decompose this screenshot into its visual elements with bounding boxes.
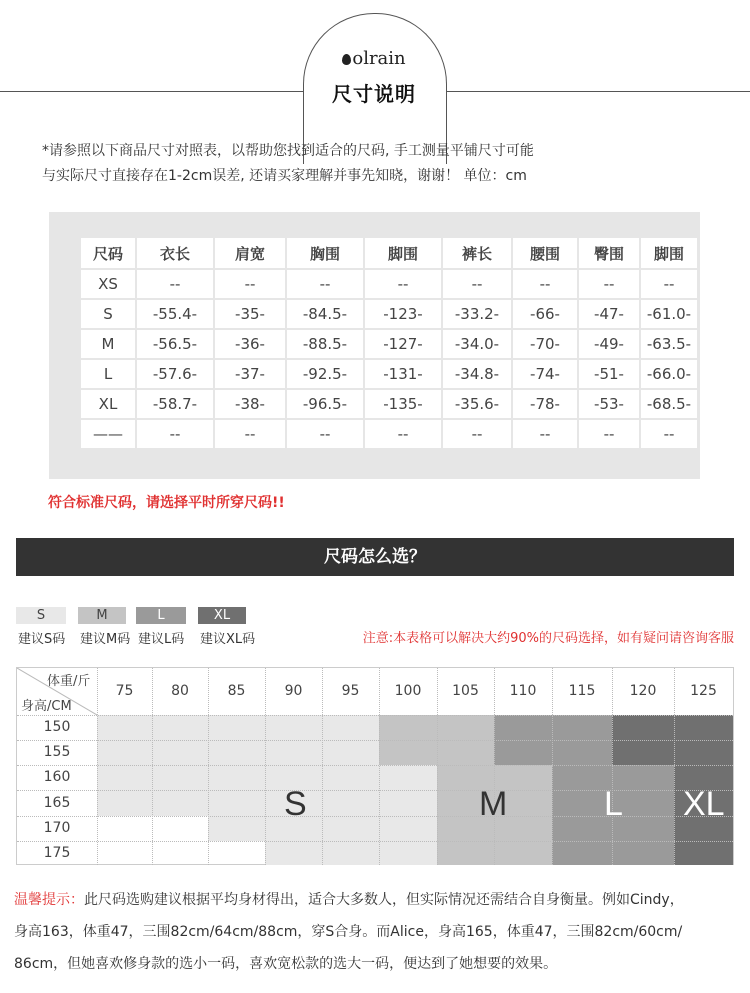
weight-label: 120 [629, 683, 657, 699]
brand-logo [303, 48, 445, 69]
table-cell: -55.4- [137, 300, 213, 328]
chart-cell-s [379, 765, 437, 790]
table-cell: -- [215, 270, 285, 298]
height-axis-label: 身高/CM [21, 699, 72, 714]
table-cell: -- [365, 270, 441, 298]
table-header-cell: 裤长 [443, 238, 511, 268]
table-cell: -- [137, 420, 213, 448]
chart-cell-s [265, 841, 322, 865]
header-rule-left [0, 91, 304, 92]
height-label: 150 [43, 719, 71, 735]
grid-row-line [17, 740, 733, 741]
size-code-cell: XS [81, 270, 135, 298]
weight-label: 75 [115, 683, 134, 699]
legend-swatch-xl: XL [198, 607, 246, 624]
size-code-cell: —— [81, 420, 135, 448]
table-cell: -35- [215, 300, 285, 328]
table-cell: -- [579, 270, 639, 298]
table-cell: -56.5- [137, 330, 213, 358]
chart-size-label-s: S [284, 785, 307, 823]
table-cell: -74- [513, 360, 577, 388]
table-row [81, 270, 697, 298]
chart-cell-l [552, 740, 612, 765]
table-cell: -- [365, 420, 441, 448]
brand-text: olrain [352, 48, 406, 69]
table-cell: -61.0- [641, 300, 697, 328]
table-cell: -84.5- [287, 300, 363, 328]
table-cell: -- [443, 270, 511, 298]
table-cell: -92.5- [287, 360, 363, 388]
legend-label-l: 建议L码 [138, 632, 185, 647]
table-cell: -66.0- [641, 360, 697, 388]
table-cell: -- [513, 420, 577, 448]
table-cell: -- [287, 420, 363, 448]
tip-line-3: 86cm，但她喜欢修身款的选小一码，喜欢宽松款的选大一码，便达到了她想要的效果。 [14, 956, 558, 972]
chart-cell-m [437, 740, 494, 765]
table-cell: -127- [365, 330, 441, 358]
table-header-cell: 脚围 [365, 238, 441, 268]
weight-label: 85 [227, 683, 246, 699]
tip-line-1: 此尺码选购建议根据平均身材得出，适合大多数人，但实际情况还需结合自身衡量。例如Cindy， [84, 892, 684, 908]
chart-cell-m [494, 841, 552, 865]
table-cell: -96.5- [287, 390, 363, 418]
legend-label-s: 建议S码 [18, 632, 66, 647]
chart-cell-s [208, 790, 265, 816]
legend-label-m: 建议M码 [80, 632, 131, 647]
table-header-cell: 臀围 [579, 238, 639, 268]
chart-cell-l [552, 765, 612, 790]
weight-label: 95 [341, 683, 360, 699]
table-cell: -34.0- [443, 330, 511, 358]
chart-cell-s [322, 816, 379, 841]
chart-cell-s [152, 790, 208, 816]
size-code-cell: S [81, 300, 135, 328]
chart-size-label-l: L [604, 785, 623, 823]
chart-cell-xl [612, 740, 674, 765]
weight-label: 115 [568, 683, 596, 699]
size-table [79, 236, 699, 450]
table-cell: -57.6- [137, 360, 213, 388]
table-cell: -- [513, 270, 577, 298]
chart-cell-m [379, 740, 437, 765]
table-cell: -- [641, 420, 697, 448]
section-title-bar: 尺码怎么选？ [16, 538, 734, 576]
grid-row-line [17, 790, 733, 791]
height-label: 165 [43, 795, 71, 811]
table-row [81, 420, 697, 448]
chart-cell-s [265, 740, 322, 765]
chart-cell-s [379, 841, 437, 865]
tip-line-2: 身高163，体重47，三围82cm/64cm/88cm，穿S合身。而Alice，身高165，体重47，三围82cm/60cm/ [14, 924, 683, 940]
chart-cell-s [152, 715, 208, 740]
legend-note: 注意:本表格可以解决大约90%的尺码选择，如有疑问请咨询客服 [362, 631, 734, 646]
table-cell: -70- [513, 330, 577, 358]
chart-cell-s [379, 816, 437, 841]
table-cell: -- [443, 420, 511, 448]
legend-swatch-m: M [78, 607, 126, 624]
chart-cell-s [97, 790, 152, 816]
chart-cell-l [552, 816, 612, 841]
chart-cell-s [322, 715, 379, 740]
table-cell: -35.6- [443, 390, 511, 418]
size-code-cell: XL [81, 390, 135, 418]
chart-cell-s [97, 740, 152, 765]
chart-cell-s [208, 765, 265, 790]
chart-cell-s [152, 765, 208, 790]
chart-cell-s [322, 841, 379, 865]
table-cell: -34.8- [443, 360, 511, 388]
drop-icon [342, 54, 351, 65]
weight-label: 105 [452, 683, 479, 699]
chart-cell-l [552, 790, 612, 816]
height-label: 170 [43, 820, 71, 836]
chart-cell-s [379, 790, 437, 816]
chart-cell-s [97, 715, 152, 740]
intro-line-1: *请参照以下商品尺寸对照表，以帮助您找到适合的尺码, 手工测量平铺尺寸可能 [42, 143, 534, 159]
chart-cell-m [437, 715, 494, 740]
table-header-cell: 胸围 [287, 238, 363, 268]
weight-label: 80 [171, 683, 189, 699]
table-header-cell: 肩宽 [215, 238, 285, 268]
table-cell: -123- [365, 300, 441, 328]
grid-row-line [17, 816, 733, 817]
table-cell: -135- [365, 390, 441, 418]
table-cell: -63.5- [641, 330, 697, 358]
chart-cell-s [322, 740, 379, 765]
table-cell: -- [215, 420, 285, 448]
weight-label: 100 [394, 683, 422, 699]
size-guide-chart [16, 667, 734, 865]
weight-label: 125 [690, 683, 717, 699]
chart-cell-l [552, 715, 612, 740]
chart-cell-xl [612, 715, 674, 740]
table-row [81, 300, 697, 328]
table-cell: -78- [513, 390, 577, 418]
intro-text [42, 139, 534, 189]
table-cell: -58.7- [137, 390, 213, 418]
chart-cell-s [208, 740, 265, 765]
table-row [81, 360, 697, 388]
chart-cell-xl [674, 740, 733, 765]
size-code-cell: L [81, 360, 135, 388]
table-cell: -37- [215, 360, 285, 388]
chart-cell-l [494, 740, 552, 765]
chart-size-label-xl: XL [683, 785, 725, 823]
table-cell: -68.5- [641, 390, 697, 418]
chart-cell-s [97, 765, 152, 790]
chart-cell-s [322, 790, 379, 816]
weight-label: 90 [284, 683, 303, 699]
chart-cell-l [552, 841, 612, 865]
tip-text [14, 884, 734, 980]
table-cell: -- [641, 270, 697, 298]
table-cell: -88.5- [287, 330, 363, 358]
intro-line-2: 与实际尺寸直接存在1-2cm误差, 还请买家理解并事先知晓，谢谢！ 单位：cm [42, 168, 527, 184]
legend-label-xl: 建议XL码 [200, 632, 256, 647]
table-row [81, 330, 697, 358]
chart-cell-m [379, 715, 437, 740]
table-header-cell: 腰围 [513, 238, 577, 268]
table-header-row [81, 238, 697, 268]
grid-row-line [17, 765, 733, 766]
standard-size-note: 符合标准尺码，请选择平时所穿尺码!! [48, 495, 285, 511]
legend-swatch-l: L [136, 607, 186, 624]
chart-cell-l [494, 715, 552, 740]
chart-cell-xl [674, 715, 733, 740]
table-header-cell: 衣长 [137, 238, 213, 268]
height-label: 155 [43, 744, 71, 760]
table-header-cell: 尺码 [81, 238, 135, 268]
table-cell: -38- [215, 390, 285, 418]
size-code-cell: M [81, 330, 135, 358]
table-row [81, 390, 697, 418]
chart-cell-s [208, 715, 265, 740]
table-cell: -- [137, 270, 213, 298]
legend-swatch-s: S [16, 607, 66, 624]
table-cell: -47- [579, 300, 639, 328]
weight-axis-label: 体重/斤 [47, 674, 91, 689]
tip-label: 温馨提示： [14, 892, 84, 908]
table-cell: -53- [579, 390, 639, 418]
header-rule-right [444, 91, 750, 92]
chart-cell-m [437, 841, 494, 865]
height-label: 175 [43, 845, 71, 861]
table-cell: -131- [365, 360, 441, 388]
chart-size-label-m: M [479, 785, 508, 823]
table-cell: -36- [215, 330, 285, 358]
chart-cell-s [322, 765, 379, 790]
table-cell: -33.2- [443, 300, 511, 328]
page-title: 尺寸说明 [332, 82, 416, 106]
height-label: 160 [43, 769, 71, 785]
weight-label: 110 [509, 683, 537, 699]
chart-cell-s [265, 715, 322, 740]
chart-cell-l [612, 841, 674, 865]
table-cell: -- [579, 420, 639, 448]
grid-row-line [17, 715, 733, 716]
table-cell: -66- [513, 300, 577, 328]
grid-row-line [17, 841, 733, 842]
table-cell: -49- [579, 330, 639, 358]
table-cell: -- [287, 270, 363, 298]
table-header-cell: 脚围 [641, 238, 697, 268]
chart-cell-s [152, 740, 208, 765]
chart-cell-s [208, 816, 265, 841]
chart-cell-xl [674, 841, 733, 865]
table-cell: -51- [579, 360, 639, 388]
